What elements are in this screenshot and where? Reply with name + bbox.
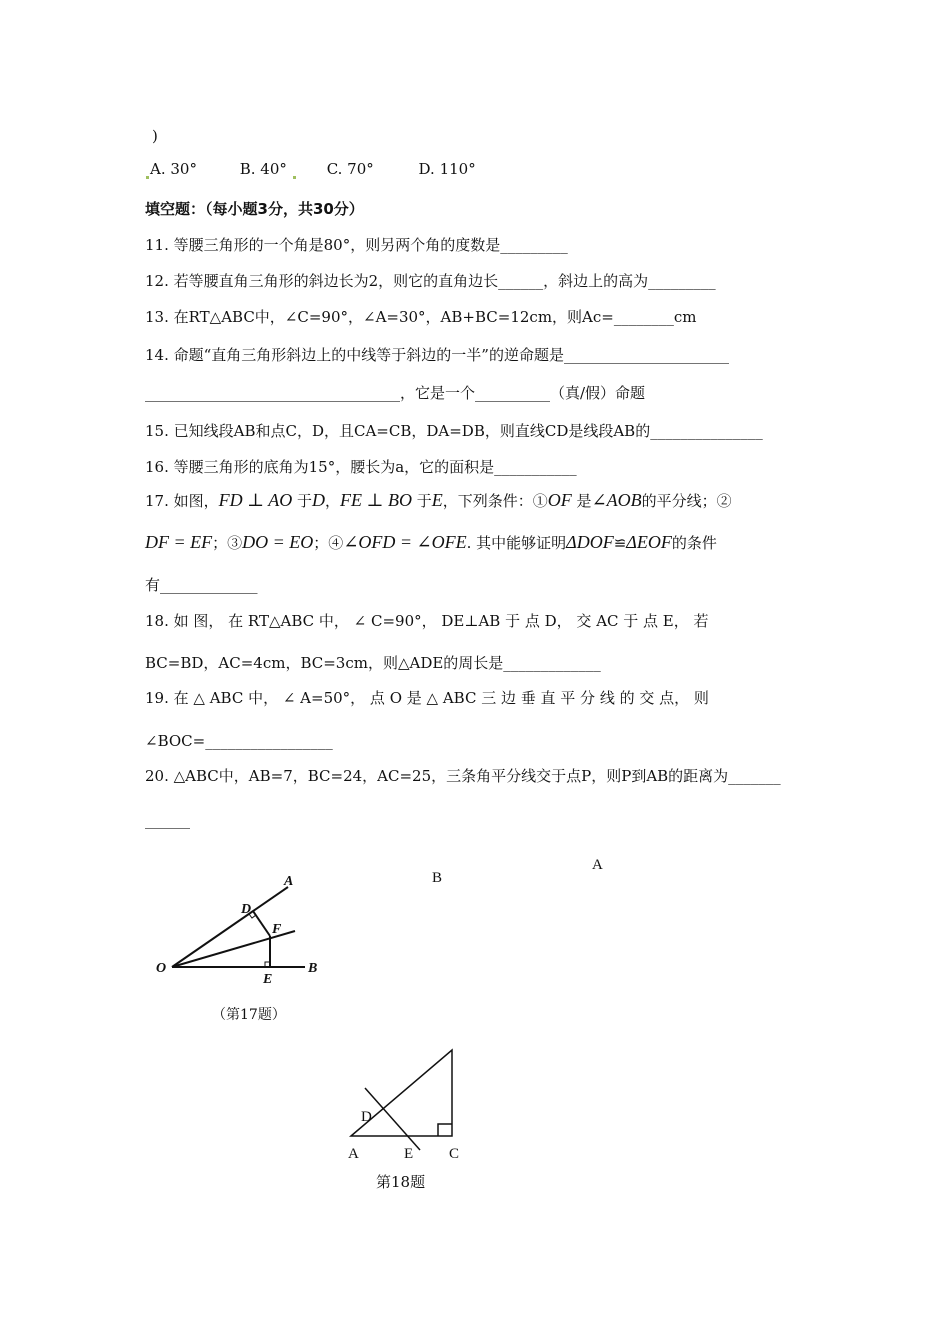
- question-18-line2: BC=BD，AC=4cm，BC=3cm，则△ADE的周长是_____________: [145, 654, 601, 672]
- label-a: A: [348, 1146, 359, 1162]
- label-e: E: [263, 972, 273, 987]
- option-c: C. 70°: [326, 160, 374, 178]
- option-d: D. 110°: [418, 160, 476, 178]
- figure-17: [150, 870, 330, 990]
- figure-17-caption: （第17题）: [212, 1007, 286, 1023]
- figure-18: [340, 1040, 480, 1170]
- right-angle-mark-c: [438, 1124, 452, 1136]
- figure-18-caption: 第18题: [376, 1173, 426, 1191]
- question-14-line2: __________________________________，它是一个__________（真/假）命题: [145, 384, 646, 402]
- condition-angle-eq: ∠OFD = ∠OFE: [343, 532, 467, 552]
- label-f: F: [272, 922, 282, 937]
- question-12: 12. 若等腰直角三角形的斜边长为2，则它的直角边长______，斜边上的高为_________: [145, 272, 716, 290]
- question-20-line1: 20. △ABC中，AB=7，BC=24，AC=25，三条角平分线交于点P，则P到AB的距离为_______: [145, 767, 781, 785]
- label-e: E: [404, 1146, 414, 1162]
- question-16: 16. 等腰三角形的底角为15°，腰长为a，它的面积是___________: [145, 458, 577, 476]
- tail-paren: ): [152, 127, 158, 145]
- figure-18-label-a-top: A: [592, 857, 603, 873]
- condition-fe-perp-bo: FE ⊥ BO: [340, 490, 412, 510]
- label-o: O: [156, 961, 167, 976]
- question-11: 11. 等腰三角形的一个角是80°，则另两个角的度数是_________: [145, 236, 568, 254]
- condition-fd-perp-ao: FD ⊥ AO: [218, 490, 293, 510]
- line-de: [365, 1088, 420, 1150]
- option-a: A. 30°: [150, 160, 197, 178]
- section-heading: 填空题：（每小题3分，共30分）: [145, 200, 364, 218]
- question-20-line2: ______: [145, 811, 190, 829]
- question-15: 15. 已知线段AB和点C，D，且CA=CB，DA=DB，则直线CD是线段AB的_______________: [145, 422, 763, 440]
- question-19-line2: ∠BOC=_________________: [145, 732, 333, 750]
- question-17-line2: DF = EF；③DO = EO；④∠OFD = ∠OFE. 其中能够证明ΔDOF≌ΔEOF的条件: [145, 532, 717, 552]
- label-d: D: [241, 902, 252, 917]
- option-b: B. 40°: [239, 160, 287, 178]
- condition-do-eq-eo: DO = EO: [242, 532, 314, 552]
- label-a: A: [284, 874, 294, 889]
- question-19-line1: 19. 在 △ ABC 中， ∠ A=50°， 点 O 是 △ ABC 三 边 垂 直 平 分 线 的 交 点， 则: [145, 689, 709, 707]
- figure-18-label-b: B: [432, 870, 443, 886]
- condition-df-eq-ef: DF = EF: [145, 532, 213, 552]
- q10-options: [145, 159, 476, 179]
- label-b: B: [308, 961, 318, 976]
- question-17-line1: 17. 如图，FD ⊥ AO 于D，FE ⊥ BO 于E，下列条件：①OF 是∠AOB的平分线；②: [145, 490, 732, 510]
- question-18-line1: 18. 如 图， 在 RT△ABC 中， ∠ C=90°， DE⊥AB 于 点 D， 交 AC 于 点 E， 若: [145, 612, 709, 630]
- question-17-line3: 有_____________: [145, 576, 258, 594]
- question-14-line1: 14. 命题“直角三角形斜边上的中线等于斜边的一半”的逆命题是______________________: [145, 346, 729, 364]
- question-13: 13. 在RT△ABC中，∠C=90°，∠A=30°，AB+BC=12cm，则Ac=________cm: [145, 308, 697, 326]
- label-c: C: [449, 1146, 460, 1162]
- label-d: D: [361, 1109, 372, 1125]
